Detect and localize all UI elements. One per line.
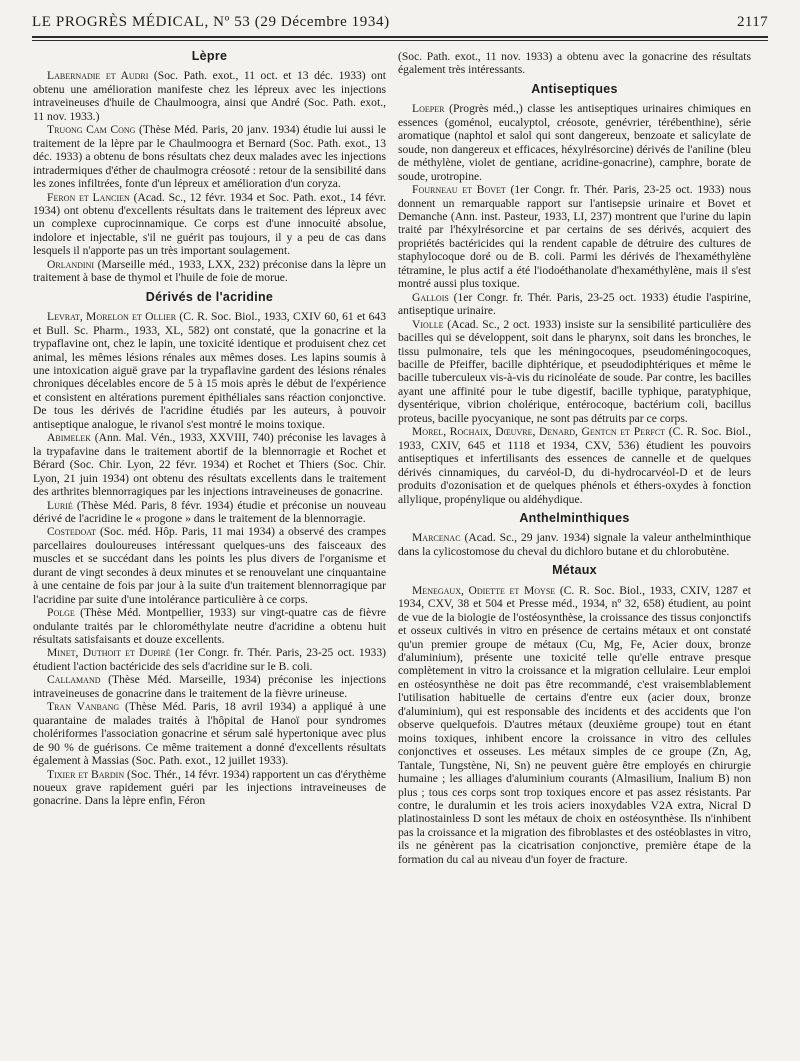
author-names: Morel, Rochaix, Dœuvre, Denard, Gentcn et Perfct [412,425,666,439]
section-heading-antiseptiques: Antiseptiques [531,81,618,96]
paragraph [33,700,386,767]
paragraph-text: (Soc. Thér., 14 févr. 1934) rapportent un cas d'érythème noueux grave rapidement guéri par les injections intraveineuses de gonacrine. Dans la lèpre enfin, Féron [33,767,386,808]
author-names: Violle [412,317,444,331]
section-heading-lepre: Lèpre [191,49,228,63]
paragraph [33,123,386,190]
author-names: Loeper [412,102,445,116]
author-names: Fourneau et Bovet [412,183,506,197]
author-names: Orlandini [47,257,95,271]
paragraph-text: (Acad. Sc., 12 févr. 1934 et Soc. Path. exot., 14 févr. 1934) ont obtenu d'excellents résultats dans le traitement des lépreux avec un complexe cuprocinnamique. Ce corps est d'une innocuité absolue, indolore et injectable, s'il ne guérit pas toujours, il y a peu de cas dans lesquels il n'apporte pas un très important soulagement. [33,190,386,258]
paragraph [398,531,751,558]
paragraph-text: (1er Congr. fr. Thér. Paris, 23-25 oct. 1933) étudient l'action bactéricide des sels d'acridine sur le B. coli. [33,646,386,673]
paragraph [33,606,386,646]
author-names: Levrat, Morelon et Ollier [47,310,177,324]
section-heading-acridine: Dérivés de l'acridine [145,289,274,304]
author-names: Truong Cam Cong [47,123,136,137]
paragraph-text: (Thèse Méd. Paris, 8 févr. 1934) étudie et préconise un nouveau dérivé de l'acridine le « progone » dans le traitement de la blennorragie. [33,498,386,525]
paragraph-text: (1er Congr. fr. Thér. Paris, 23-25 oct. 1933) nous donnent un remarquable rapport sur l'antisepsie urinaire et Bovet et Demanche (Ann. inst. Pasteur, 1933, LI, 237) montrent que l'urine du lapin traité par l'héxylrésorcine et par certains de ses dérivés, acquiert des propriétés bactéricides qui la rendent capable de détruire des cultures de staphylocoque doré ou de B. coli. Parmi les dérivés de l'hexaméthylène tétramine, le plus actif a été l'iodoéthanolate d'hexaméthylène, mais il s'est montré aussi plus toxique. [398,183,751,291]
paragraph [33,69,386,123]
paragraph [33,431,386,498]
header-rule-thin [32,40,768,41]
paragraph [33,258,386,285]
paragraph [398,291,751,318]
journal-title: LE PROGRÈS MÉDICAL, Nº 53 (29 Décembre 1934) [32,14,390,30]
paragraph-text: (Ann. Mal. Vén., 1933, XXVIII, 740) préconise les lavages à la trypafavine dans le traitement abortif de la blennorragie et Rochet et Bérard (Soc. Chir. Lyon, 22 févr. 1934) et Rochet et Thiers (Soc. Chir. Lyon, 21 juin 1934) ont obtenu des résultats excellents dans le traitement des arthrites blennorragiques par les injections intraveineuses de gonacrine. [33,431,386,499]
paragraph [398,425,751,506]
author-names: Menegaux, Odiette et Moyse [412,583,556,597]
paragraph-text: (Marseille méd., 1933, LXX, 232) préconise dans la lèpre un traitement à base de thymol et l'huile de foie de morue. [33,257,386,285]
author-names: Tran Vanbang [47,700,120,714]
paragraph [398,183,751,291]
section-heading-anthelminthiques: Anthelminthiques [519,510,630,525]
continued-paragraph: (Soc. Path. exot., 11 nov. 1933) a obtenu avec la gonacrine des résultats également très intéressants. [398,50,751,77]
author-names: Callamand [47,673,101,687]
paragraph-text: (Progrès méd.,) classe les antiseptiques urinaires chimiques en essences (goménol, eucalyptol, créosote, genévrier, térébenthine), série aromatique (naphtol et salol qui sont dangereux, benzoate et salicylate de soude, non dangereux et efficaces, héxylrésorcine) dérivés de l'aniline (bleu de méthylène, violet de gentiane, acridine-gonacrine), camphre, borate de soude, urotropine. [398,102,751,183]
page-number: 2117 [736,14,768,30]
paragraph [398,584,751,867]
author-names: Lurié [47,498,73,512]
left-column [33,50,386,808]
paragraph-text: (Thèse Méd. Montpellier, 1933) sur vingt-quatre cas de fièvre ondulante traités par le chlorométhylate neutre d'acridine a obtenu huit résultats satisfaisants et douze excellents. [33,606,386,647]
paragraph [33,768,386,808]
section-heading-metaux: Métaux [552,563,597,578]
paragraph [33,646,386,673]
author-names: Minet, Duthoit et Dupiré [47,646,171,660]
paragraph-text: (1er Congr. fr. Thér. Paris, 23-25 oct. 1933) étudie l'aspirine, antiseptique urinaire. [398,290,751,318]
paragraph [398,102,751,183]
author-names: Marcenac [412,531,461,545]
paragraph-text: (Thèse Méd. Marseille, 1934) préconise les injections intraveineuses de gonacrine dans le traitement de la fièvre urineuse. [33,673,386,700]
right-column [398,50,751,866]
paragraph-text: (Thèse Méd. Paris, 20 janv. 1934) étudie lui aussi le traitement de la lèpre par le Chaulmoogra et Bernard (Soc. Path. exot., 13 déc. 1933) a obtenu de bons résultats chez deux malades avec les injections intradermiques d'éther de chaulmogra créosoté : retour de la sensibilité dans les zones infiltrées, fonte d'un lépreux et amélioration d'un coryza. [33,123,386,191]
paragraph-text: (C. R. Soc. Biol., 1933, CXIV 60, 61 et 643 et Bull. Sc. Pharm., 1933, XL, 582) ont constaté, que la gonacrine et la trypaflavine ont, chez le lapin, une toxicité identique et produisent chez cet animal, les mêmes lésions rénales aux mêmes doses. Les lapins soumis à une intoxication aiguë grave par la trypaflavine gardent des lésions rénales chroniques décelables encore de 5 à 15 mois après le début de l'expérience et consistent en altérations purement épithéliales sans réaction conjonctive. De tous les dérivés de l'acridine étudiés par les auteurs, à pouvoir antiseptique analogue, le rivanol s'est montré le moins toxique. [33,310,386,431]
running-header [32,14,768,34]
paragraph-text: (Acad. Sc., 29 janv. 1934) signale la valeur anthelminthique dans la cylicostomose du cheval du dichloro butane et du chlorobutène. [398,531,751,558]
author-names: Costedoat [47,525,97,539]
paragraph-text: (Soc. méd. Hôp. Paris, 11 mai 1934) a observé des crampes parcellaires douloureuses intéressant quelques-uns des faisceaux des muscles et se succédant dans les points les plus divers de l'organisme et durant de vingt secondes à deux minutes et se renouvelant une cinquantaine à une centaine de fois par jour à la suite d'un traitement blennorragique par l'acridine par suite d'une intolérance particulière à ce corps. [33,525,386,606]
paragraph [33,310,386,431]
paragraph-text: (Thèse Méd. Paris, 18 avril 1934) a appliqué à une quarantaine de malades traités à l'hôpital de Hanoï pour syndromes cholériformes l'association gonacrine et sérum salé hypertonique avec plus de 90 % de guérisons. Ce même traitement a donné d'excellents résultats également à Massias (Soc. Path. exot., 12 juillet 1933). [33,700,386,768]
paragraph-text: (Acad. Sc., 2 oct. 1933) insiste sur la sensibilité particulière des bacilles qui se développent, soit dans le pharynx, soit dans les bronches, le tissu pulmonaire, tels que les méningocoques, pseudoméningocoques, bacille de Pfeiffer, bacille diphtérique, et pseudodiphtériques et même le bacille tuberculeux vis-à-vis du ricinoléate de soude. Par contre, les bacilles ayant une affinité pour le tube digestif, bacille typhique, paratyphique, dysentérique, vibrion cholérique, entérocoque, bactérium coli, bacillus proteus, bacille pyocyanique, ne sont pas détruits par ce corps. [398,317,751,425]
header-rule [32,36,768,38]
paragraph [33,191,386,258]
author-names: Gallois [412,290,449,304]
paragraph-text: (C. R. Soc. Biol., 1933, CXIV, 1287 et 1934, CXV, 38 et 504 et Presse méd., 1934, nº 32, 658) étudient, au point de vue de la biologie de l'ostéosynthèse, la croissance des tissus conjonctifs et osseux cultivés in vitro en présence de certains métaux et ont constaté qu'un premier groupe de métaux (Cu, Mg, Fe, Acier doux, bronze d'aluminium), présente une toxicité telle qu'elle entrave presque complètement in vitro la croissance et la migration cellulaire. Leur emploi en ostéosynthèse ne doit pas être recommandé, c'est vraisemblablement l'utilisation habituelle de certains d'entre eux (acier doux, bronze d'aluminium), qui est responsable des incidents et des accidents que l'on observe quelquefois. D'autres métaux (deuxième groupe) tout en étant moins toxiques, inhibent encore la croissance in vitro des cellules conjonctives et osseuses. Les métaux simples de ce groupe (Zn, Ag, Tantale, Tungstène, Ni, Sn) ne peuvent guère être employés en chirurgie humaine ; les alliages d'aluminium courants (Almasilium, Inalium B) non plus ; tous ces corps sont trop toxiques encore et pas assez résistants. Par contre, le duralumin et les trois aciers inoxydables V2A extra, Nicral D platinostainless D sont les métaux de choix en ostéosynthèse. Ils n'inhibent pas la croissance et la migration des fibroblastes et des ostéoblastes in vitro, ils ne génèrent pas la cicatrisation conjonctive, première étape de la formation du cal au niveau d'un foyer de fracture. [398,583,751,866]
paragraph-text: (C. R. Soc. Biol., 1933, CXIV, 645 et 1118 et 1934, CXV, 536) étudient les pouvoirs antiseptiques et infertilisants des essences de cannelle et de quelques dérivés cinnamiques, du carvéol-D, du di-hydrocarvéol-D et de leurs produits d'ozonisation et de quelques phénols et éthers-oxydes à fonction allylique, propénylique ou aldéhydique. [398,425,751,506]
author-names: Polge [47,606,75,620]
paragraph [33,673,386,700]
paragraph [398,318,751,426]
paragraph-text: (Soc. Path. exot., 11 oct. et 13 déc. 1933) ont obtenu une amélioration manifeste chez les lépreux avec les injections intraveineuses d'huile de Chaulmoogra, ainsi que André (Soc. Path. exot., 11 nov. 1933.) [33,69,386,123]
author-names: Labernadie et Audri [47,69,149,83]
author-names: Feron et Lancien [47,190,130,204]
author-names: Abimelek [47,431,91,445]
author-names: Tixier et Bardin [47,767,125,781]
paragraph [33,499,386,526]
paragraph [33,525,386,606]
